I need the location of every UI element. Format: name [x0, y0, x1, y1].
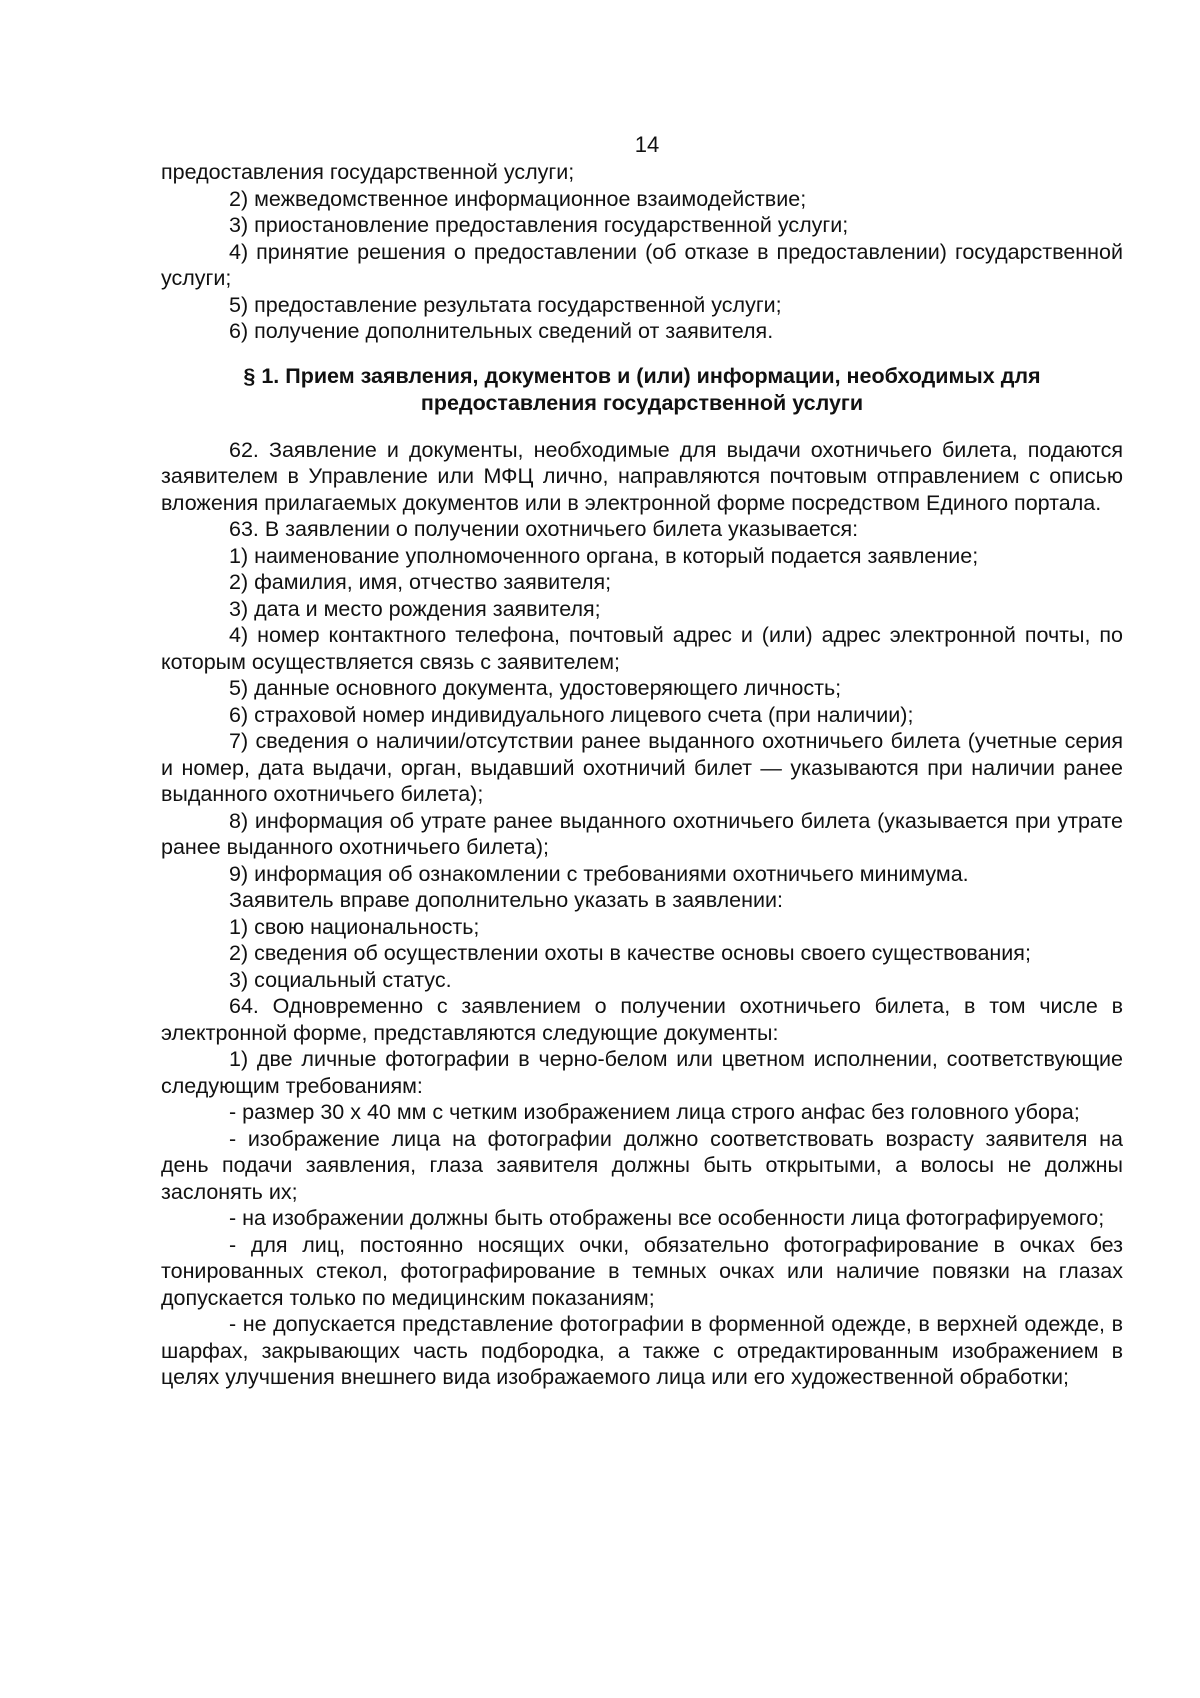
page-number: 14: [634, 132, 660, 157]
requirement-item: - не допускается представление фотографии в форменной одежде, в верхней одежде, в шарфах, закрывающих часть подбородка, а также с отредактированным изображением в целях улучшения внешнего вида изображаемого лица или его художественной обработки;: [161, 1312, 1123, 1389]
section-heading: § 1. Прием заявления, документов и (или) информации, необходимых для предоставления государственной услуги: [243, 363, 1041, 415]
list-item: 1) свою национальность;: [229, 914, 480, 939]
list-item: 2) фамилия, имя, отчество заявителя;: [229, 570, 612, 594]
paragraph-63: 63. В заявлении о получении охотничьего билета указывается:: [229, 517, 859, 541]
paragraph-62: 62. Заявление и документы, необходимые для выдачи охотничьего билета, подаются заявителем в Управление или МФЦ лично, направляются почтовым отправлением с описью вложения прилагаемых документов или в электронной форме посредством Единого портала.: [161, 437, 1123, 515]
list-item: 1) наименование уполномоченного органа, в который подается заявление;: [229, 543, 979, 568]
requirement-item: - для лиц, постоянно носящих очки, обязательно фотографирование в очках без тонированных стекол, фотографирование в темных очках или наличие повязки на глазах допускается только по медицинским показаниям;: [161, 1232, 1123, 1310]
list-item: 3) приостановление предоставления государственной услуги;: [229, 213, 849, 237]
list-item: 4) принятие решения о предоставлении (об отказе в предоставлении) государственной услуги;: [161, 239, 1123, 290]
list-item: 2) межведомственное информационное взаимодействие;: [229, 186, 807, 211]
list-item: 8) информация об утрате ранее выданного охотничьего билета (указывается при утрате ранее выданного охотничьего билета);: [161, 808, 1123, 859]
requirement-item: - изображение лица на фотографии должно соответствовать возрасту заявителя на день подачи заявления, глаза заявителя должны быть открытыми, а волосы не должны заслонять их;: [161, 1126, 1123, 1204]
paragraph: Заявитель вправе дополнительно указать в заявлении:: [229, 888, 783, 912]
list-item: 3) дата и место рождения заявителя;: [229, 596, 601, 621]
list-item: 3) социальный статус.: [229, 967, 452, 992]
list-item: 2) сведения об осуществлении охоты в качестве основы своего существования;: [229, 941, 1031, 965]
list-item: 5) данные основного документа, удостоверяющего личность;: [229, 676, 842, 700]
list-item: 1) две личные фотографии в черно-белом или цветном исполнении, соответствующие следующим требованиям:: [161, 1047, 1123, 1098]
document-content: [161, 159, 1123, 1391]
list-item: 5) предоставление результата государственной услуги;: [229, 292, 782, 317]
paragraph-64: 64. Одновременно с заявлением о получении охотничьего билета, в том числе в электронной форме, представляются следующие документы:: [161, 994, 1123, 1045]
paragraph: предоставления государственной услуги;: [161, 160, 575, 184]
requirement-item: - размер 30 х 40 мм с четким изображением лица строго анфас без головного убора;: [229, 1100, 1080, 1124]
list-item: 9) информация об ознакомлении с требованиями охотничьего минимума.: [229, 861, 969, 886]
list-item: 6) получение дополнительных сведений от заявителя.: [229, 319, 774, 343]
list-item: 4) номер контактного телефона, почтовый адрес и (или) адрес электронной почты, по которым осуществляется связь с заявителем;: [161, 623, 1123, 674]
list-item: 7) сведения о наличии/отсутствии ранее выданного охотничьего билета (учетные серия и номер, дата выдачи, орган, выдавший охотничий билет — указываются при наличии ранее выданного охотничьего билета);: [161, 729, 1123, 806]
list-item: 6) страховой номер индивидуального лицевого счета (при наличии);: [229, 702, 914, 727]
requirement-item: - на изображении должны быть отображены все особенности лица фотографируемого;: [229, 1206, 1105, 1230]
